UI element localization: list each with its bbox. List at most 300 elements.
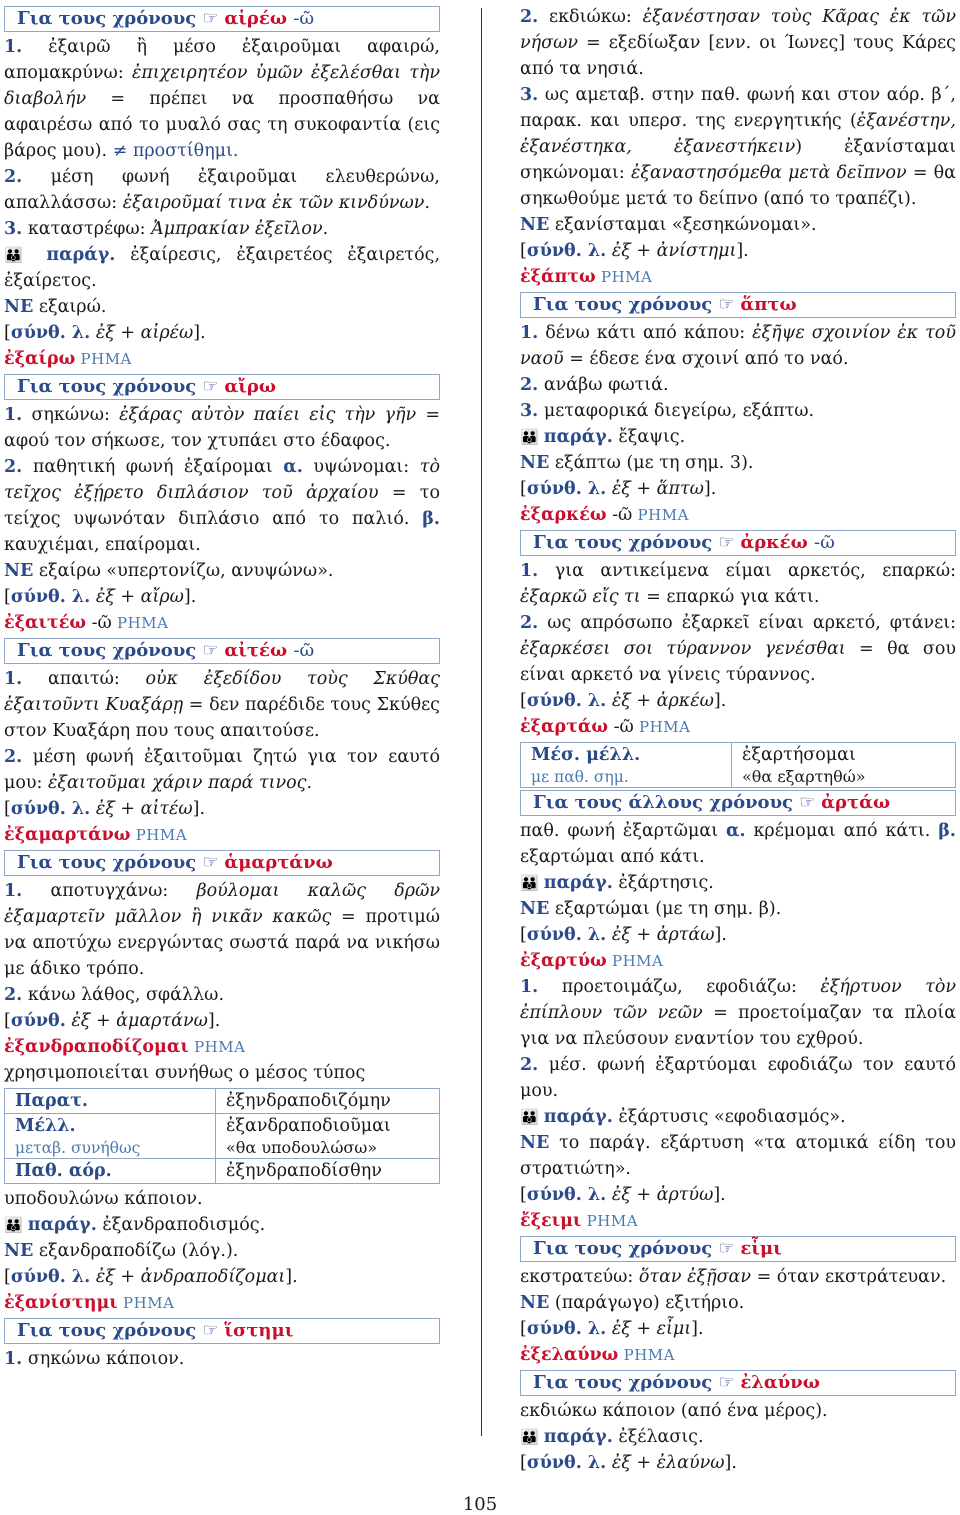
tense-form: [216, 1114, 440, 1159]
text-segment: εκδιώκω κάποιον (από ένα μέρος).: [520, 1401, 828, 1421]
tense-reference-box: [520, 1236, 956, 1262]
headword: ἐξάπτω: [520, 267, 596, 287]
entry-line: [4, 822, 440, 848]
text-segment: ως απρόσωπο ἐξαρκεῖ είναι αρκετό, φτάνει:: [538, 613, 956, 633]
reference-verb: αἱρέω: [224, 8, 287, 29]
text-segment: 2.: [520, 1055, 539, 1075]
text-segment: [: [520, 925, 527, 945]
entry-line: [520, 1104, 956, 1130]
text-segment: ].: [703, 479, 717, 499]
text-segment: σύνθ. λ.: [526, 1185, 607, 1205]
reference-verb: ἅπτω: [740, 294, 797, 315]
derivatives-icon: 👪: [520, 1108, 538, 1126]
text-segment: ΝΕ: [520, 1293, 550, 1313]
derivatives-icon: 👪: [520, 428, 538, 446]
text-segment: ἐξ + ἀρτύω: [611, 1185, 714, 1205]
text-segment: εξανδραποδίζω (λόγ.).: [33, 1241, 239, 1261]
tense-reference-box: [4, 850, 440, 876]
text-segment: ].: [193, 323, 206, 343]
text-segment: -ῶ: [608, 717, 634, 737]
entry-line: [4, 982, 440, 1008]
text-segment: 1.: [4, 37, 23, 57]
entry-line: [520, 922, 956, 948]
tense-reference-box: [520, 1370, 956, 1396]
pointing-hand-icon: ☞: [202, 1320, 225, 1341]
tense-name: [521, 743, 732, 788]
part-of-speech: ΡΗΜΑ: [75, 350, 132, 368]
text-segment: ].: [285, 1267, 298, 1287]
headword: ἔξειμι: [520, 1211, 582, 1231]
text-segment: = προετοίμαζαν τα πλοία για να πλεύσουν εναντίον του εχθρού.: [520, 1003, 957, 1049]
tense-reference-box: [4, 374, 440, 400]
right-column: [520, 4, 956, 1476]
text-segment: 1.: [520, 323, 539, 343]
headword: ἐξαμαρτάνω: [4, 825, 131, 845]
tense-name: [5, 1114, 216, 1159]
text-segment: βούλομαι καλῶς δρῶν ἐξαμαρτεῖν μᾶλλον ἢ νικᾶν κακῶς: [4, 881, 440, 927]
entry-line: [520, 238, 956, 264]
text-segment: σύνθ. λ.: [526, 1319, 607, 1339]
text-segment: σύνθ. λ.: [526, 691, 607, 711]
tense-label: Για τους χρόνους: [17, 8, 197, 29]
text-segment: εξαίρω «υπερτονίζω, ανυψώνω».: [33, 561, 334, 581]
text-segment: σύνθ. λ.: [526, 241, 607, 261]
text-segment: κάνω λάθος, σφάλλω.: [22, 985, 225, 1005]
derivatives-icon: 👪: [4, 1216, 22, 1234]
pointing-hand-icon: ☞: [718, 1372, 741, 1393]
pointing-hand-icon: ☞: [202, 376, 225, 397]
entry-line: [4, 242, 440, 294]
reference-verb: αἰτέω: [224, 640, 288, 661]
text-segment: ἐξάρτησις.: [612, 873, 714, 893]
entry-line: [520, 212, 956, 238]
text-segment: ἐξανέστην, ἐξανέστηκα, ἐξανεστήκειν: [520, 111, 956, 157]
entry-line: [520, 1052, 956, 1104]
tense-label: Για τους χρόνους: [533, 1238, 713, 1259]
tense-reference-box: [4, 638, 440, 664]
text-segment: ].: [736, 241, 749, 261]
headword: ἐξαρκέω: [520, 505, 607, 525]
text-segment: ἐξ + ἅπτω: [611, 479, 704, 499]
entry-line: [4, 346, 440, 372]
entry-line: [4, 1186, 440, 1212]
text-segment: ἐξήρτυον τὸν ἐπίπλουν τῶν νεῶν: [520, 977, 957, 1023]
text-segment: σύνθ. λ.: [10, 323, 91, 343]
entry-line: [4, 1238, 440, 1264]
entry-line: [520, 896, 956, 922]
tense-note: μεταβ. συνήθως: [15, 1139, 141, 1157]
column-divider: [481, 8, 482, 1436]
text-segment: = έδεσε ένα σχοινί από το ναό.: [563, 349, 849, 369]
text-segment: ].: [713, 1185, 726, 1205]
pointing-hand-icon: ☞: [718, 532, 741, 553]
text-segment: 1.: [520, 977, 539, 997]
text-segment: ἐξ + ἀρκέω: [611, 691, 714, 711]
text-segment: ανάβω φωτιά.: [538, 375, 669, 395]
entry-line: [4, 294, 440, 320]
text-segment: 1.: [4, 669, 23, 689]
entry-line: [520, 974, 956, 1052]
tense-row: [5, 1089, 440, 1114]
text-segment: 1.: [4, 1349, 23, 1369]
text-segment: καταστρέφω:: [22, 219, 152, 239]
text-segment: [: [520, 691, 527, 711]
text-segment: [: [4, 799, 11, 819]
tense-label: Για τους χρόνους: [17, 852, 197, 873]
text-segment: παθητική φωνή ἐξαίρομαι: [22, 457, 284, 477]
text-segment: ἐξάρας αὐτὸν παίει εἰς τὴν γῆν: [119, 405, 417, 425]
pointing-hand-icon: ☞: [202, 640, 225, 661]
form-meaning: «θα εξαρτηθώ»: [742, 767, 866, 786]
text-segment: ἐξ + ἀνδραποδίζομαι: [95, 1267, 286, 1287]
tense-label: Για τους χρόνους: [17, 1320, 197, 1341]
text-segment: 2.: [4, 985, 23, 1005]
verb-suffix: -ῶ: [293, 8, 315, 29]
tense-table: [520, 742, 956, 788]
text-segment: [: [520, 1319, 527, 1339]
text-segment: ἐξ + αἰτέω: [95, 799, 193, 819]
text-segment: -ῶ: [606, 505, 633, 525]
text-segment: σύνθ. λ.: [526, 1453, 607, 1473]
part-of-speech: ΡΗΜΑ: [633, 718, 691, 736]
entry-line: [520, 1342, 956, 1368]
entry-line: [4, 610, 440, 636]
text-segment: ].: [691, 1319, 704, 1339]
text-segment: σηκώνω κάποιον.: [22, 1349, 185, 1369]
tense-label: Για τους χρόνους: [17, 376, 197, 397]
text-segment: ἐξάρτυσις «εφοδιασμός».: [612, 1107, 846, 1127]
text-segment: ΝΕ: [520, 215, 550, 235]
text-segment: παράγ.: [537, 1107, 613, 1127]
entry-line: [520, 450, 956, 476]
text-segment: [: [4, 587, 11, 607]
pointing-hand-icon: ☞: [718, 1238, 741, 1259]
reference-verb: ἐλαύνω: [740, 1372, 820, 1393]
entry-line: [520, 476, 956, 502]
entry-line: [520, 320, 956, 372]
entry-line: [4, 1060, 440, 1086]
text-segment: εξαρτώμαι από κάτι.: [520, 847, 705, 867]
text-segment: μέση φωνή ἐξαιτοῦμαι ζητώ για τον εαυτό μου:: [4, 747, 440, 793]
text-segment: ΝΕ: [4, 1241, 34, 1261]
text-segment: για αντικείμενα είμαι αρκετός, επαρκώ:: [538, 561, 956, 581]
tense-row: [5, 1114, 440, 1159]
text-segment: ἐξαρκέσει σοι τύραννον γενέσθαι: [520, 639, 846, 659]
text-segment: ἐπιχειρητέον ὑμῶν ἐξελέσθαι τὴν διαβολήν: [4, 63, 441, 109]
text-segment: = πρέπει να προσπαθήσω να αφαιρέσω από το μυαλό σας τη συκοφαντία (εις βάρος μου).: [4, 89, 440, 161]
text-segment: ].: [207, 1011, 221, 1031]
entry-line: [520, 82, 956, 212]
text-segment: 1.: [4, 881, 23, 901]
text-segment: = θα σου είναι αρκετό να γίνεις τύραννος.: [520, 639, 956, 685]
derivatives-icon: 👪: [520, 874, 538, 892]
entry-line: [4, 402, 440, 454]
entry-line: [4, 558, 440, 584]
text-segment: [: [520, 241, 527, 261]
text-segment: σύνθ. λ.: [10, 587, 91, 607]
text-segment: ].: [192, 799, 206, 819]
text-segment: [: [520, 1453, 527, 1473]
text-segment: ὅταν ἐξῇσαν: [638, 1267, 752, 1287]
headword: ἐξανδραποδίζομαι: [4, 1037, 189, 1057]
text-segment: 2.: [520, 613, 539, 633]
pointing-hand-icon: ☞: [718, 294, 741, 315]
text-segment: α.: [726, 821, 746, 841]
text-segment: Ἀμπρακίαν ἐξεῖλον.: [151, 219, 329, 239]
tense-reference-box: [520, 292, 956, 318]
text-segment: οὐκ ἐξεδίδου τοὺς Σκύθας ἐξαιτοῦντι Κυαξάρῃ: [4, 669, 440, 715]
text-segment: = επαρκώ για κάτι.: [640, 587, 820, 607]
entry-line: [4, 454, 440, 558]
entry-line: [4, 1212, 440, 1238]
entry-line: [520, 398, 956, 424]
page-number: 105: [462, 1494, 498, 1515]
text-segment: [: [520, 479, 527, 499]
entry-line: [4, 666, 440, 744]
text-segment: 3.: [520, 85, 539, 105]
text-segment: 2.: [520, 375, 539, 395]
derivatives-icon: 👪: [520, 1428, 538, 1446]
tense-label: Μέσ. μέλλ.: [531, 745, 641, 765]
tense-label: Για τους χρόνους: [533, 294, 713, 315]
text-segment: ἐξαίρεσις, ἐξαιρετέος ἐξαιρετός, ἐξαίρετος.: [4, 245, 441, 291]
text-segment: [: [520, 1185, 527, 1205]
text-segment: = δεν παρέδιδε τους Σκύθες στον Κυαξάρη που τους απαιτούσε.: [4, 695, 440, 741]
text-segment: ἐξ + αἱρέω: [95, 323, 194, 343]
tense-form: [216, 1089, 440, 1114]
text-segment: = το τείχος υψωνόταν διπλάσιο από το παλιό.: [4, 483, 440, 529]
tense-label: Για τους χρόνους: [533, 532, 713, 553]
text-segment: μεταφορικά διεγείρω, εξάπτω.: [538, 401, 815, 421]
text-segment: χρησιμοποιείται συνήθως ο μέσος τύπος: [4, 1063, 366, 1083]
reference-verb: ἀρτάω: [821, 792, 891, 813]
entry-line: [4, 34, 440, 164]
text-segment: υψώνομαι:: [302, 457, 420, 477]
text-segment: ἐξ + ἀρτάω: [611, 925, 715, 945]
tense-label: Για τους χρόνους: [533, 1372, 713, 1393]
text-segment: ἐξαιτοῦμαι χάριν παρά τινος.: [48, 773, 313, 793]
entry-line: [4, 320, 440, 346]
pointing-hand-icon: ☞: [202, 852, 225, 873]
tense-reference-box: [4, 6, 440, 32]
text-segment: ἐξαναστησόμεθα μετὰ δεῖπνον: [630, 163, 907, 183]
entry-line: [520, 372, 956, 398]
text-segment: παράγ.: [537, 1427, 613, 1447]
text-segment: ΝΕ: [4, 561, 34, 581]
text-segment: ΝΕ: [520, 899, 550, 919]
text-segment: σύνθ. λ.: [10, 799, 91, 819]
entry-line: [520, 502, 956, 528]
entry-line: [520, 1290, 956, 1316]
text-segment: ΝΕ: [520, 1133, 550, 1153]
tense-label: Για τους άλλους χρόνους: [533, 792, 794, 813]
reference-verb: εἶμι: [740, 1238, 782, 1259]
headword: ἐξαίρω: [4, 349, 76, 369]
entry-line: [520, 1316, 956, 1342]
text-segment: ].: [713, 691, 727, 711]
headword: ἐξανίστημι: [4, 1293, 118, 1313]
text-segment: 3.: [4, 219, 23, 239]
tense-reference-box: [520, 530, 956, 556]
headword: ἐξαιτέω: [4, 613, 87, 633]
text-segment: [: [4, 323, 11, 343]
entry-line: [520, 1130, 956, 1182]
part-of-speech: ΡΗΜΑ: [606, 952, 664, 970]
text-segment: ἐξανέστησαν τοὺς Κᾶρας ἐκ τῶν νήσων: [520, 7, 956, 53]
text-segment: (παράγωγο) εξιτήριο.: [549, 1293, 745, 1313]
entry-line: [4, 216, 440, 242]
verb-suffix: -ῶ: [293, 640, 315, 661]
text-segment: δένω κάτι από κάπου:: [538, 323, 753, 343]
tense-form: [216, 1159, 440, 1184]
text-segment: = αφού τον σήκωσε, τον χτυπάει στο έδαφος.: [4, 405, 440, 451]
entry-line: [520, 4, 956, 82]
text-segment: ἐξ + ἁμαρτάνω: [71, 1011, 208, 1031]
text-segment: παράγ.: [30, 245, 116, 265]
tense-row: [5, 1159, 440, 1184]
text-segment: β.: [938, 821, 956, 841]
entry-line: [520, 688, 956, 714]
tense-note: με παθ. σημ.: [531, 768, 629, 786]
text-segment: ΝΕ: [4, 297, 34, 317]
text-segment: σύνθ. λ.: [526, 479, 607, 499]
form-meaning: «θα υποδουλώσω»: [226, 1138, 378, 1157]
entry-line: [4, 1034, 440, 1060]
tense-form: [732, 743, 956, 788]
entry-line: [520, 870, 956, 896]
text-segment: = όταν εκστράτευαν.: [751, 1267, 947, 1287]
text-segment: σύνθ. λ.: [10, 1267, 91, 1287]
left-column: [4, 4, 440, 1372]
entry-line: [520, 714, 956, 740]
text-segment: ἐξ + ἐλαύνω: [611, 1453, 725, 1473]
tense-name: [5, 1159, 216, 1184]
text-segment: 2.: [4, 457, 23, 477]
text-segment: εξανίσταμαι «ξεσηκώνομαι».: [549, 215, 817, 235]
form-value: ἐξηνδραποδίσθην: [226, 1161, 382, 1181]
headword: ἐξαρτάω: [520, 717, 609, 737]
form-value: ἐξανδραποδιοῦμαι: [226, 1116, 391, 1136]
entry-line: [520, 1208, 956, 1234]
entry-line: [520, 1424, 956, 1450]
text-segment: ἐξ + αἴρω: [95, 587, 184, 607]
text-segment: ἐξῆψε σχοινίον ἐκ τοῦ ναοῦ: [520, 323, 956, 369]
entry-line: [4, 1264, 440, 1290]
tense-row: [521, 743, 956, 788]
reference-verb: αἴρω: [224, 376, 277, 397]
tense-label: Μέλλ.: [15, 1116, 76, 1136]
entry-line: [4, 878, 440, 982]
derivatives-icon: 👪: [4, 246, 31, 264]
part-of-speech: ΡΗΜΑ: [188, 1038, 246, 1056]
part-of-speech: ΡΗΜΑ: [117, 1294, 175, 1312]
text-segment: εκστρατεύω:: [520, 1267, 639, 1287]
text-segment: σύνθ. λ.: [526, 925, 607, 945]
form-value: ἐξηνδραποδιζόμην: [226, 1091, 391, 1111]
text-segment: ].: [714, 925, 727, 945]
tense-name: [5, 1089, 216, 1114]
entry-line: [520, 948, 956, 974]
text-segment: ].: [183, 587, 197, 607]
text-segment: αποτυγχάνω:: [22, 881, 197, 901]
part-of-speech: ΡΗΜΑ: [632, 506, 689, 524]
text-segment: ].: [724, 1453, 737, 1473]
part-of-speech: ΡΗΜΑ: [130, 826, 188, 844]
text-segment: ΝΕ: [520, 453, 550, 473]
text-segment: ≠ προστίθημι.: [112, 141, 239, 161]
text-segment: απαιτώ:: [22, 669, 146, 689]
text-segment: 2.: [4, 747, 23, 767]
reference-verb: ἀρκέω: [740, 532, 808, 553]
text-segment: εκδιώκω:: [538, 7, 643, 27]
text-segment: παράγ.: [537, 427, 613, 447]
entry-line: [520, 1182, 956, 1208]
text-segment: μέσ. φωνή ἐξαρτύομαι εφοδιάζω τον εαυτό μου.: [520, 1055, 956, 1101]
entry-line: [4, 796, 440, 822]
entry-line: [4, 164, 440, 216]
part-of-speech: ΡΗΜΑ: [111, 614, 169, 632]
tense-label: Παθ. αόρ.: [15, 1161, 112, 1181]
text-segment: ἐξ + εἶμι: [611, 1319, 692, 1339]
entry-line: [520, 558, 956, 610]
text-segment: ἐξανδραποδισμός.: [96, 1215, 266, 1235]
text-segment: 2.: [4, 167, 23, 187]
form-value: ἐξαρτήσομαι: [742, 745, 856, 765]
text-segment: καυχιέμαι, επαίρομαι.: [4, 535, 201, 555]
part-of-speech: ΡΗΜΑ: [581, 1212, 639, 1230]
text-segment: παράγ.: [21, 1215, 97, 1235]
text-segment: κρέμομαι από κάτι.: [745, 821, 939, 841]
entry-line: [4, 1290, 440, 1316]
entry-line: [520, 424, 956, 450]
entry-line: [520, 1398, 956, 1424]
text-segment: ) ἐξανίσταμαι σηκώνομαι:: [520, 137, 956, 183]
text-segment: ως αμεταβ. στην παθ. φωνή και στον αόρ. β΄, παρακ. και υπερσ. της ενεργητικής (: [520, 85, 956, 131]
tense-table: [4, 1088, 440, 1184]
entry-line: [520, 818, 956, 870]
text-segment: ἔξαψις.: [612, 427, 686, 447]
tense-reference-box: [520, 790, 956, 816]
text-segment: [: [4, 1011, 11, 1031]
entry-line: [4, 1008, 440, 1034]
entry-line: [520, 610, 956, 688]
entry-line: [520, 1264, 956, 1290]
pointing-hand-icon: ☞: [799, 792, 822, 813]
text-segment: εξάπτω (με τη σημ. 3).: [549, 453, 754, 473]
tense-label: Παρατ.: [15, 1091, 88, 1111]
text-segment: α.: [283, 457, 303, 477]
text-segment: σηκώνω:: [22, 405, 120, 425]
part-of-speech: ΡΗΜΑ: [618, 1346, 675, 1364]
entry-line: [520, 1450, 956, 1476]
text-segment: 3.: [520, 401, 539, 421]
text-segment: [: [4, 1267, 11, 1287]
text-segment: 1.: [4, 405, 23, 425]
reference-verb: ἵστημι: [224, 1320, 294, 1341]
text-segment: εξαιρώ.: [33, 297, 107, 317]
entry-line: [520, 264, 956, 290]
text-segment: -ῶ: [86, 613, 112, 633]
text-segment: τὸ τεῖχος ἐξῄρετο διπλάσιον τοῦ ἀρχαίου: [4, 457, 440, 503]
text-segment: β.: [422, 509, 440, 529]
text-segment: = θα σηκωθούμε μετά το δείπνο (από το τραπέζι).: [520, 163, 956, 209]
pointing-hand-icon: ☞: [202, 8, 225, 29]
text-segment: ἐξ + ἀνίστημι: [611, 241, 737, 261]
text-segment: = προτιμώ να αποτύχω ενεργώντας σωστά παρά να νικήσω με άδικο τρόπο.: [4, 907, 440, 979]
text-segment: ἐξαιροῦμαί τινα ἐκ τῶν κινδύνων.: [122, 193, 430, 213]
text-segment: σύνθ.: [10, 1011, 66, 1031]
text-segment: ἐξαιρῶ ἢ μέσο ἐξαιροῦμαι αφαιρώ, απομακρύνω:: [4, 37, 440, 83]
